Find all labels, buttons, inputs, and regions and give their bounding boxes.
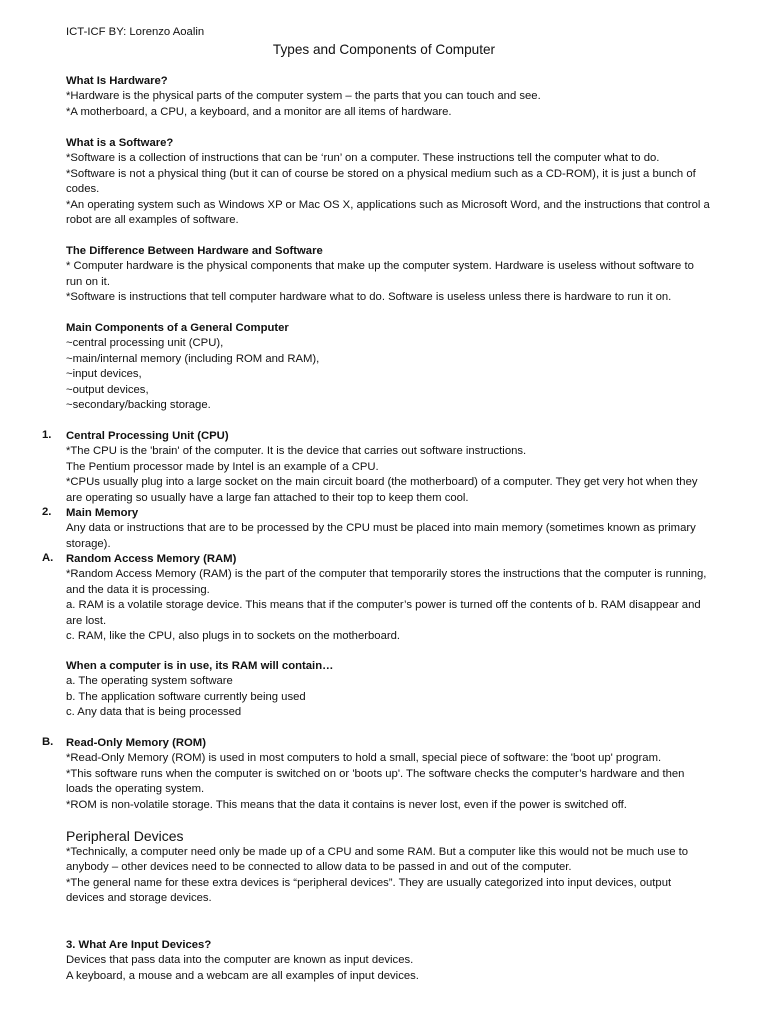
section-heading: Random Access Memory (RAM) (66, 553, 237, 565)
paragraph-line: robot are all examples of software. (66, 214, 239, 227)
list-item: ~output devices, (66, 383, 149, 396)
document-header: ICT-ICF BY: Lorenzo Aoalin (66, 26, 205, 38)
section-number: B. (42, 736, 54, 748)
paragraph-line: Devices that pass data into the computer are known as input devices. (66, 954, 414, 967)
paragraph-line: *Random Access Memory (RAM) is the part of the computer that temporarily stores the instructions that the computer is running, (66, 568, 707, 581)
paragraph-line: *An operating system such as Windows XP or Mac OS X, applications such as Microsoft Word, and the instructions that control a (66, 198, 710, 211)
list-item: c. Any data that is being processed (66, 706, 242, 719)
section-heading: What is a Software? (66, 137, 174, 149)
section-heading: 3. What Are Input Devices? (66, 939, 212, 951)
section-number: 1. (42, 429, 52, 441)
paragraph-line: Any data or instructions that are to be processed by the CPU must be placed into main memory (sometimes known as primary (66, 522, 696, 535)
paragraph-line: devices and storage devices. (66, 892, 212, 905)
list-item: ~input devices, (66, 368, 142, 381)
section-heading: When a computer is in use, its RAM will contain… (66, 660, 334, 672)
list-item: ~secondary/backing storage. (66, 399, 211, 412)
section-peripheral (66, 827, 730, 907)
paragraph-line: *Software is instructions that tell computer hardware what to do. Software is useless unless there is hardware to run it on. (66, 291, 672, 304)
list-item: ~main/internal memory (including ROM and RAM), (66, 352, 320, 365)
section-hardware (66, 74, 730, 120)
paragraph-line: *Hardware is the physical parts of the computer system – the parts that you can touch and see. (66, 90, 541, 103)
paragraph-line: *Software is a collection of instructions that can be ‘run’ on a computer. These instructions tell the computer what to do. (66, 152, 660, 165)
paragraph-line: a. RAM is a volatile storage device. This means that if the computer’s power is turned off the contents of b. RAM disappear and (66, 599, 701, 612)
section-input-devices (66, 938, 730, 984)
section-number: A. (42, 552, 54, 564)
list-item: b. The application software currently being used (66, 690, 306, 703)
section-heading: Main Components of a General Computer (66, 322, 289, 334)
paragraph-line: *This software runs when the computer is switched on or 'boots up'. The software checks the computer’s hardware and then (66, 767, 685, 780)
section-number: 2. (42, 506, 52, 518)
paragraph-line: *The CPU is the 'brain' of the computer. It is the device that carries out software instructions. (66, 445, 527, 458)
list-item: a. The operating system software (66, 675, 233, 688)
section-difference (66, 244, 730, 306)
paragraph-line: c. RAM, like the CPU, also plugs in to sockets on the motherboard. (66, 630, 401, 643)
section-cpu (66, 429, 730, 506)
section-rom (66, 736, 730, 813)
paragraph-line: *Technically, a computer need only be made up of a CPU and some RAM. But a computer like this would not be much use to (66, 846, 689, 858)
list-item: ~central processing unit (CPU), (66, 337, 224, 350)
paragraph-line: *A motherboard, a CPU, a keyboard, and a monitor are all items of hardware. (66, 105, 452, 118)
paragraph-line: are operating so usually have a large fan attached to their top to keep them cool. (66, 491, 469, 504)
section-components (66, 321, 730, 413)
paragraph-line: anybody – other devices need to be connected to allow data to be passed in and out of the computer. (66, 861, 572, 874)
document-title: Types and Components of Computer (272, 42, 496, 57)
section-heading: Peripheral Devices (66, 828, 184, 844)
paragraph-line: *ROM is non-volatile storage. This means that the data it contains is never lost, even if the power is switched off. (66, 798, 627, 811)
section-software (66, 136, 730, 228)
paragraph-line: A keyboard, a mouse and a webcam are all examples of input devices. (66, 969, 419, 982)
paragraph-line: *Read-Only Memory (ROM) is used in most computers to hold a small, special piece of software: the 'boot up' program. (66, 752, 662, 765)
section-heading: Main Memory (66, 507, 139, 519)
section-heading: Central Processing Unit (CPU) (66, 430, 229, 442)
paragraph-line: * Computer hardware is the physical components that make up the computer system. Hardware is useless without software to (66, 260, 694, 273)
paragraph-line: loads the operating system. (66, 783, 205, 796)
paragraph-line: run on it. (66, 275, 110, 288)
section-heading: What Is Hardware? (66, 75, 168, 87)
section-ram-contains (66, 659, 730, 721)
section-heading: Read-Only Memory (ROM) (66, 737, 206, 749)
section-main-memory (66, 506, 730, 552)
paragraph-line: and the data it is processing. (66, 583, 210, 596)
paragraph-line: are lost. (66, 614, 107, 627)
paragraph-line: The Pentium processor made by Intel is an example of a CPU. (66, 460, 379, 473)
paragraph-line: *Software is not a physical thing (but it can of course be stored on a physical medium such as a CD-ROM), it is just a bunch of (66, 167, 696, 180)
paragraph-line: *The general name for these extra devices is “peripheral devices”. They are usually categorized into input devices, output (66, 876, 672, 889)
section-ram (66, 552, 730, 644)
paragraph-line: codes. (66, 183, 100, 196)
paragraph-line: storage). (66, 537, 111, 550)
paragraph-line: *CPUs usually plug into a large socket on the main circuit board (the motherboard) of a computer. They get very hot when they (66, 476, 698, 489)
section-heading: The Difference Between Hardware and Software (66, 245, 323, 257)
